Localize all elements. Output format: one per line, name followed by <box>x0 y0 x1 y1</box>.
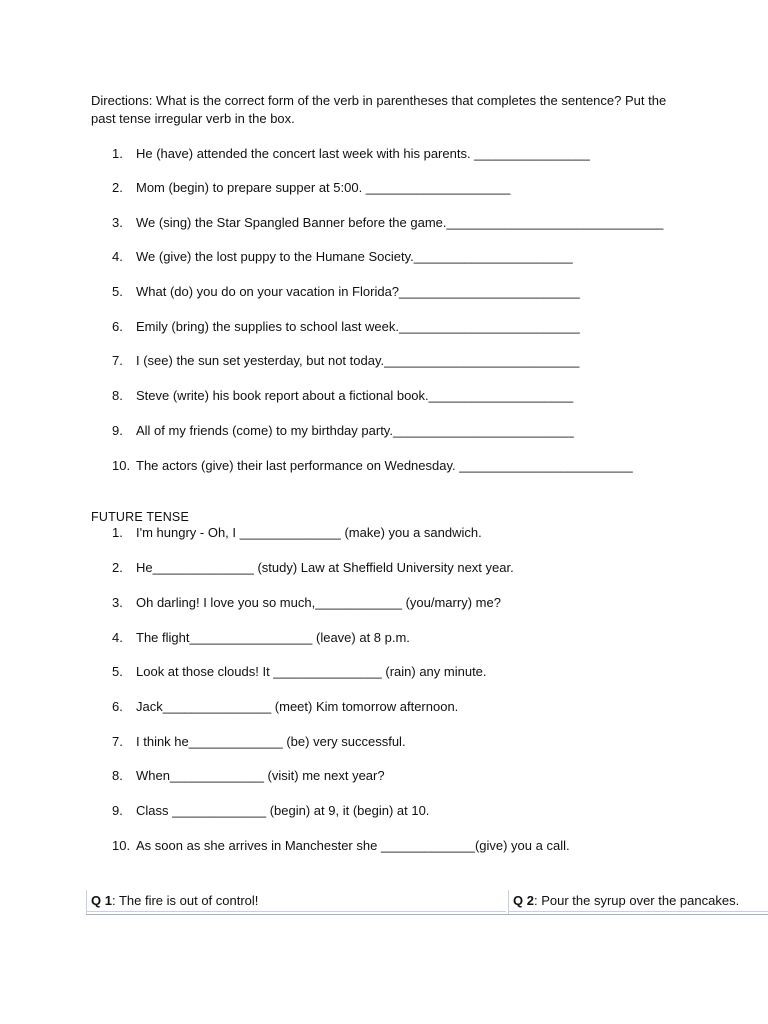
past-tense-item-text: Steve (write) his book report about a fictional book.____________________ <box>136 388 574 403</box>
future-tense-item-number: 4. <box>112 630 123 645</box>
past-tense-item-text: Emily (bring) the supplies to school last week._________________________ <box>136 319 580 334</box>
future-tense-item-text: As soon as she arrives in Manchester she _____________(give) you a call. <box>136 838 570 853</box>
past-tense-item-number: 3. <box>112 215 123 230</box>
question-2-left-border <box>508 890 509 914</box>
directions-text: Directions: What is the correct form of the verb in parentheses that completes the sentence? Put the past tense irregular verb in the box. <box>91 93 667 126</box>
past-tense-item-number: 10. <box>112 458 131 473</box>
future-tense-item-text: The flight_________________ (leave) at 8 p.m. <box>136 630 410 645</box>
past-tense-item-text: What (do) you do on your vacation in Florida?_________________________ <box>136 284 580 299</box>
past-tense-item-number: 6. <box>112 319 123 334</box>
future-tense-item-text: I think he_____________ (be) very successful. <box>136 734 406 749</box>
future-tense-item-text: Class _____________ (begin) at 9, it (begin) at 10. <box>136 803 430 818</box>
question-1-left-border <box>86 890 87 914</box>
past-tense-item-number: 4. <box>112 249 123 264</box>
future-tense-item-text: When_____________ (visit) me next year? <box>136 768 385 783</box>
past-tense-item-number: 7. <box>112 353 123 368</box>
past-tense-item-text: All of my friends (come) to my birthday party._________________________ <box>136 423 574 438</box>
question-2-text: : Pour the syrup over the pancakes. <box>533 893 740 908</box>
past-tense-item-text: We (give) the lost puppy to the Humane Society.______________________ <box>136 249 573 264</box>
question-1-underline <box>86 911 506 912</box>
past-tense-item-number: 9. <box>112 423 123 438</box>
future-tense-item-text: Oh darling! I love you so much,____________ (you/marry) me? <box>136 595 501 610</box>
future-tense-heading: FUTURE TENSE <box>91 510 190 524</box>
past-tense-item-text: He (have) attended the concert last week with his parents. ________________ <box>136 146 590 161</box>
future-tense-item-number: 7. <box>112 734 123 749</box>
past-tense-item-number: 2. <box>112 180 123 195</box>
question-1-label: Q 1 <box>91 893 112 908</box>
future-tense-item-number: 1. <box>112 525 123 540</box>
question-2-underline <box>509 911 768 912</box>
future-tense-item-number: 10. <box>112 838 131 853</box>
past-tense-item-text: The actors (give) their last performance on Wednesday. ________________________ <box>136 458 633 473</box>
question-2-label: Q 2 <box>513 893 534 908</box>
future-tense-item-number: 2. <box>112 560 123 575</box>
past-tense-item-text: We (sing) the Star Spangled Banner before the game.______________________________ <box>136 215 664 230</box>
future-tense-item-number: 6. <box>112 699 123 714</box>
past-tense-item-text: Mom (begin) to prepare supper at 5:00. ____________________ <box>136 180 511 195</box>
past-tense-item-text: I (see) the sun set yesterday, but not today.___________________________ <box>136 353 580 368</box>
future-tense-item-text: Jack_______________ (meet) Kim tomorrow afternoon. <box>136 699 459 714</box>
future-tense-item-number: 8. <box>112 768 123 783</box>
past-tense-item-number: 5. <box>112 284 123 299</box>
future-tense-item-number: 9. <box>112 803 123 818</box>
question-divider <box>86 914 768 915</box>
past-tense-item-number: 1. <box>112 146 123 161</box>
future-tense-item-text: Look at those clouds! It _______________ (rain) any minute. <box>136 664 487 679</box>
question-1-text: : The fire is out of control! <box>111 893 259 908</box>
past-tense-item-number: 8. <box>112 388 123 403</box>
future-tense-item-text: He______________ (study) Law at Sheffield University next year. <box>136 560 514 575</box>
future-tense-item-number: 5. <box>112 664 123 679</box>
future-tense-item-number: 3. <box>112 595 123 610</box>
future-tense-item-text: I'm hungry - Oh, I ______________ (make) you a sandwich. <box>136 525 482 540</box>
